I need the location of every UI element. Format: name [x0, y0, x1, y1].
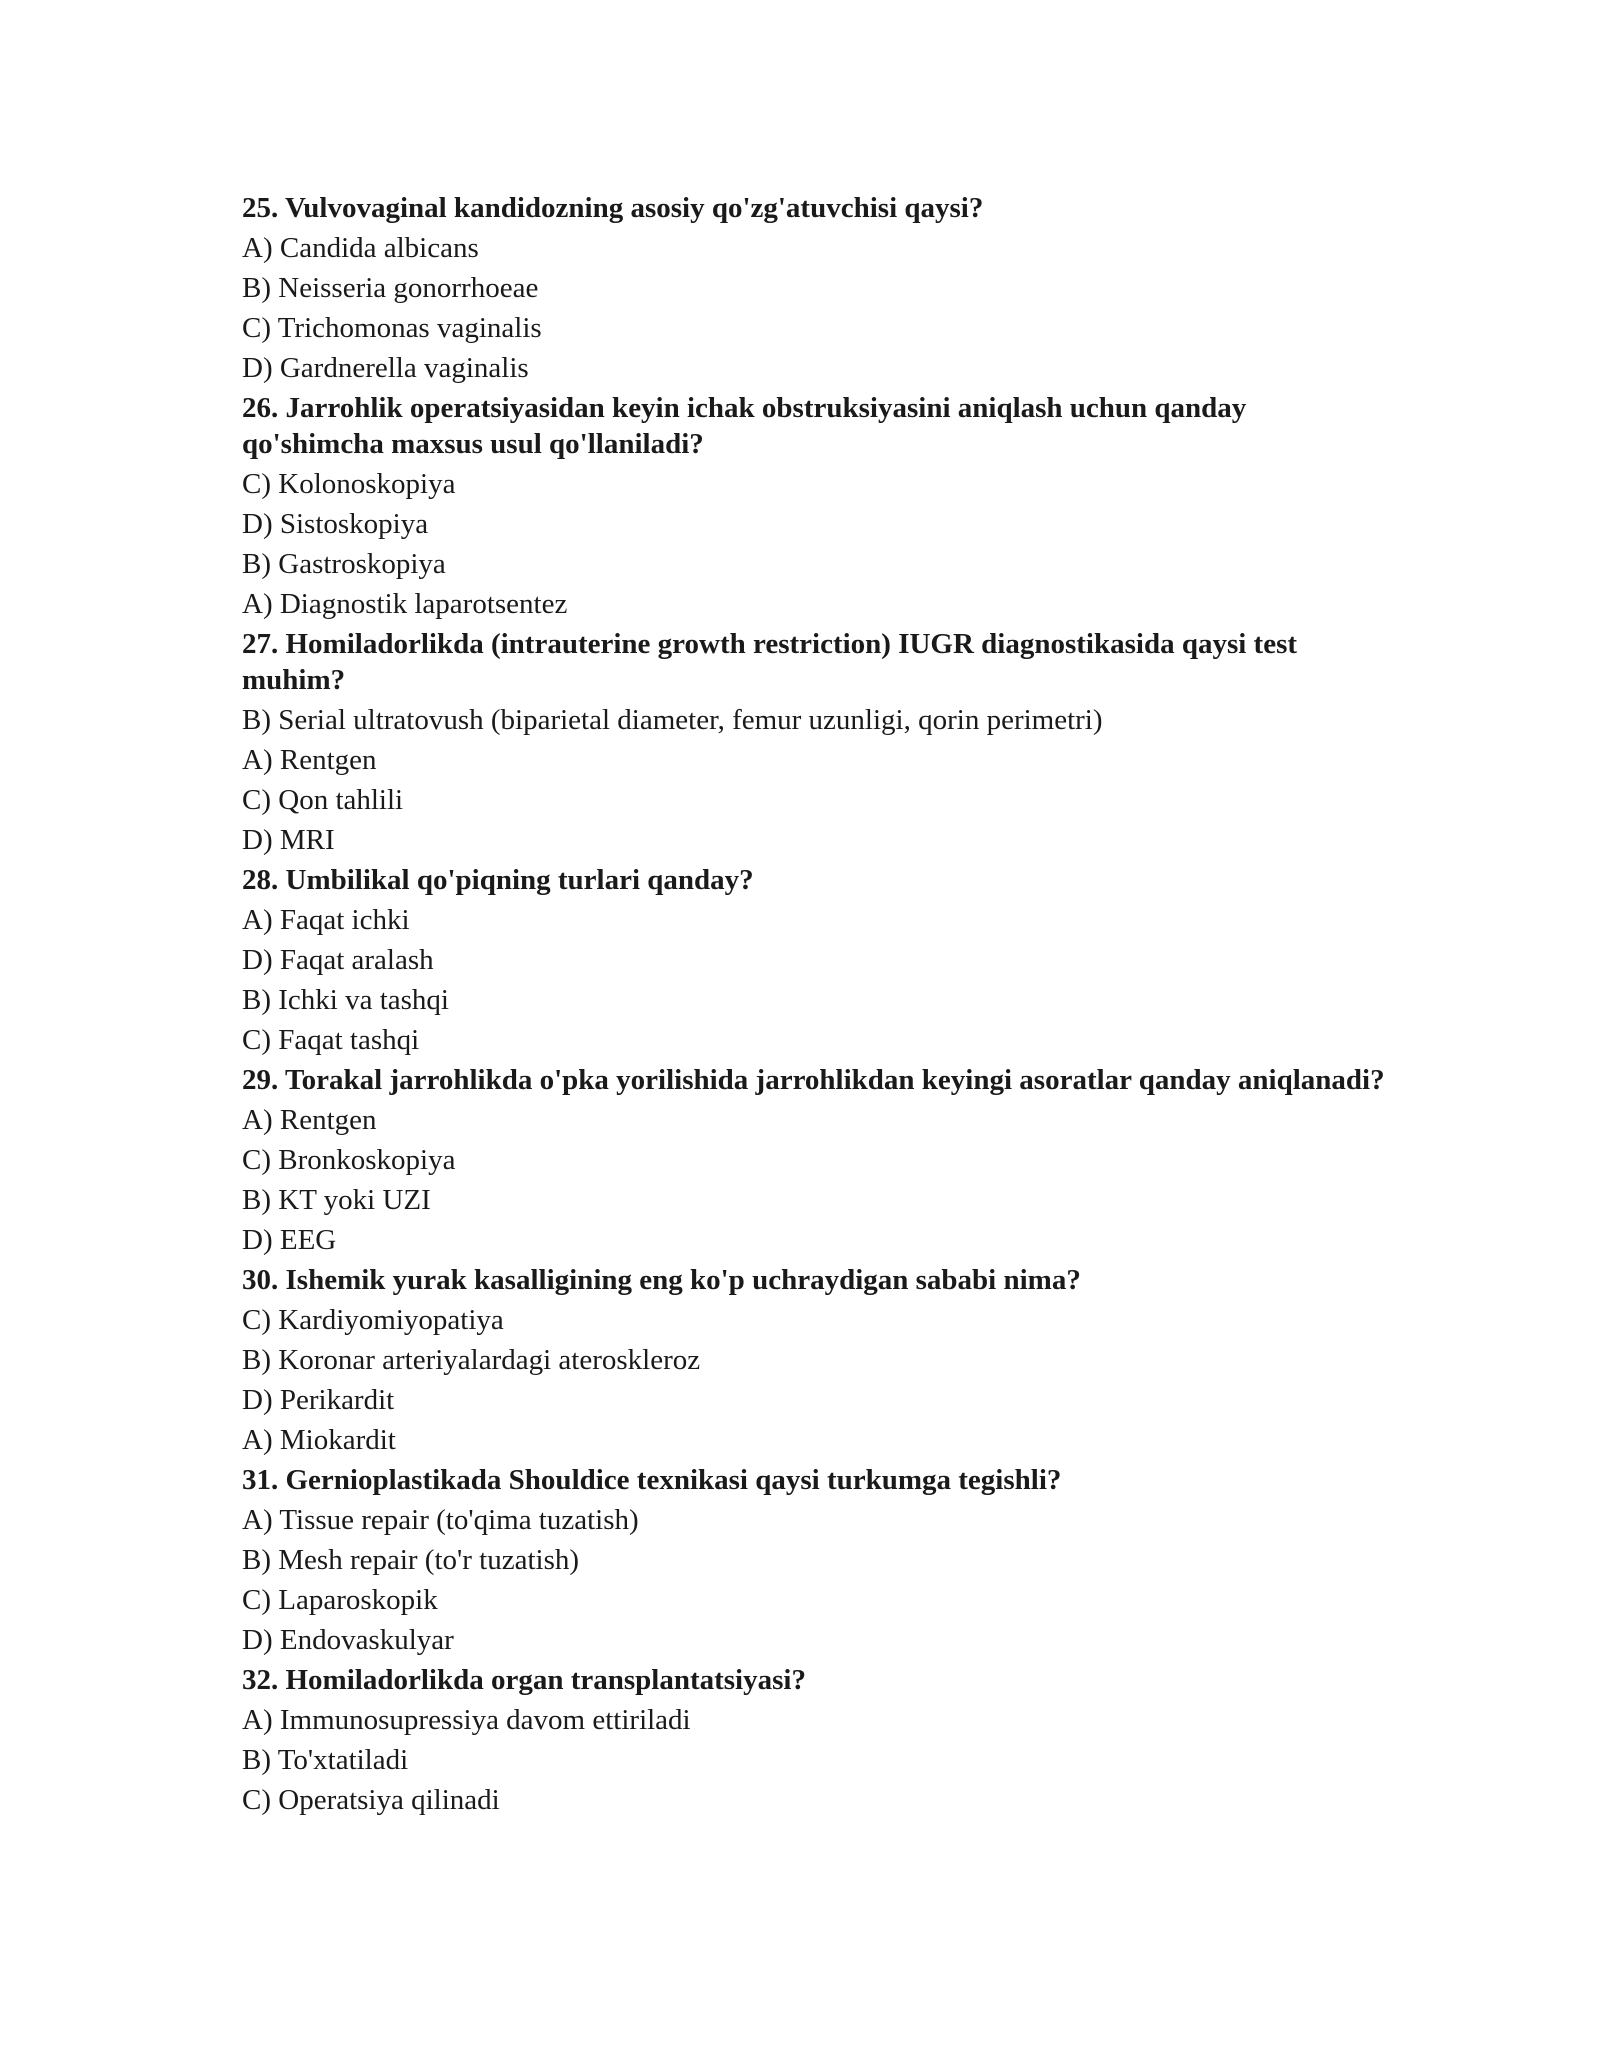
answer-option: B) Neisseria gonorrhoeae [242, 272, 539, 304]
question-text: 31. Gernioplastikada Shouldice texnikasi qaysi turkumga tegishli? [242, 1464, 1062, 1496]
answer-option: C) Laparoskopik [242, 1584, 438, 1616]
question-list [242, 188, 1392, 1820]
question-29 [242, 1060, 1392, 1260]
question-32 [242, 1660, 1392, 1820]
question-text: 30. Ishemik yurak kasalligining eng ko'p uchraydigan sababi nima? [242, 1264, 1081, 1296]
answer-option: A) Diagnostik laparotsentez [242, 588, 568, 620]
answer-option: B) Ichki va tashqi [242, 984, 449, 1016]
question-31 [242, 1460, 1392, 1660]
question-25 [242, 188, 1392, 388]
answer-option: A) Miokardit [242, 1424, 396, 1456]
answer-option: C) Kolonoskopiya [242, 468, 456, 500]
answer-option: D) Perikardit [242, 1384, 395, 1416]
answer-option: D) Endovaskulyar [242, 1624, 454, 1656]
answer-option: A) Faqat ichki [242, 904, 410, 936]
question-text: 28. Umbilikal qo'piqning turlari qanday? [242, 864, 754, 896]
question-30 [242, 1260, 1392, 1460]
answer-option: B) Koronar arteriyalardagi ateroskleroz [242, 1344, 701, 1376]
answer-option: D) MRI [242, 824, 335, 856]
answer-option: C) Faqat tashqi [242, 1024, 420, 1056]
answer-option: A) Immunosupressiya davom ettiriladi [242, 1704, 691, 1736]
question-27 [242, 624, 1392, 860]
answer-option: D) EEG [242, 1224, 337, 1256]
answer-option: B) To'xtatiladi [242, 1744, 409, 1776]
answer-option: C) Trichomonas vaginalis [242, 312, 542, 344]
answer-option: A) Rentgen [242, 744, 377, 776]
question-28 [242, 860, 1392, 1060]
question-26 [242, 388, 1392, 624]
answer-option: D) Sistoskopiya [242, 508, 429, 540]
question-text: 32. Homiladorlikda organ transplantatsiyasi? [242, 1664, 806, 1696]
answer-option: B) Mesh repair (to'r tuzatish) [242, 1544, 580, 1576]
answer-option: A) Candida albicans [242, 232, 479, 264]
answer-option: A) Rentgen [242, 1104, 377, 1136]
answer-option: D) Faqat aralash [242, 944, 434, 976]
question-text: 27. Homiladorlikda (intrauterine growth restriction) IUGR diagnostikasida qaysi test muhim? [242, 628, 1298, 696]
answer-option: B) Gastroskopiya [242, 548, 446, 580]
answer-option: B) Serial ultratovush (biparietal diameter, femur uzunligi, qorin perimetri) [242, 704, 1103, 736]
answer-option: A) Tissue repair (to'qima tuzatish) [242, 1504, 639, 1536]
question-text: 25. Vulvovaginal kandidozning asosiy qo'zg'atuvchisi qaysi? [242, 192, 984, 224]
answer-option: C) Bronkoskopiya [242, 1144, 456, 1176]
question-text: 29. Torakal jarrohlikda o'pka yorilishida jarrohlikdan keyingi asoratlar qanday aniqlanadi? [242, 1064, 1385, 1096]
answer-option: C) Operatsiya qilinadi [242, 1784, 500, 1816]
answer-option: D) Gardnerella vaginalis [242, 352, 529, 384]
answer-option: B) KT yoki UZI [242, 1184, 431, 1216]
question-text: 26. Jarrohlik operatsiyasidan keyin ichak obstruksiyasini aniqlash uchun qanday qo'shimcha maxsus usul qo'llaniladi? [242, 392, 1247, 460]
answer-option: C) Qon tahlili [242, 784, 404, 816]
answer-option: C) Kardiyomiyopatiya [242, 1304, 504, 1336]
